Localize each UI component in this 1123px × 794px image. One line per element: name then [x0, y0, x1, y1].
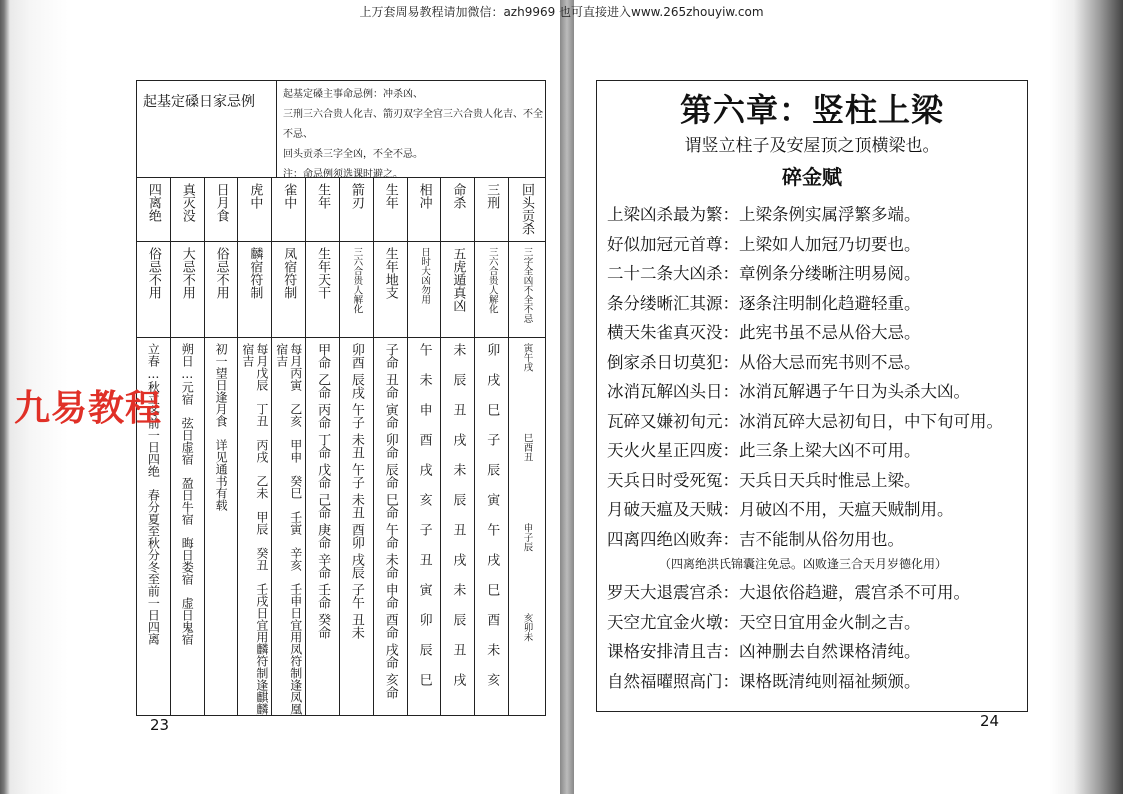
table-cell: 未丑 [348, 433, 364, 459]
table-cell: 亥卯未 [521, 613, 533, 642]
table-cell: 巳命 [382, 493, 398, 519]
table-cell: 辰 [416, 643, 432, 656]
table-column [442, 177, 476, 715]
chapter-subtitle: 谓竖立柱子及安屋顶之顶横梁也。 [684, 136, 940, 156]
table-cell: 戌命 [382, 643, 398, 669]
column-body: 每月戊辰 丁丑 丙戌 乙未 甲辰 癸丑 壬戌日宜用麟符制逢麒麟宿吉 [240, 343, 269, 715]
note-line: 起基定磉主事命忌例：冲杀凶、 [283, 89, 423, 100]
verse-line: 倒家杀日切莫犯：从俗大忌而宪书则不忌。 [607, 352, 921, 372]
column-header: 四离绝 [145, 183, 161, 222]
table-cell: 寅命 [382, 403, 398, 429]
table-cell: 丑 [450, 643, 466, 656]
table-cell: 乙命 [315, 373, 331, 399]
table-title: 起基定磉日家忌例 [137, 81, 277, 177]
table-cell: 酉 [484, 613, 500, 626]
table-cell: 卯 [416, 613, 432, 626]
watermark-logo: 九易教程 [14, 388, 163, 429]
table-cell: 丑未 [348, 613, 364, 639]
verse-line: 冰消瓦解凶头日：冰消瓦解遇子午日为头杀大凶。 [607, 382, 970, 401]
verse-line: 罗天大退震宫杀：大退依俗趋避，震宫杀不可用。 [607, 583, 970, 602]
table-column [171, 177, 205, 715]
column-subheader: 三六合贵人解化 [351, 247, 363, 314]
table-column [205, 177, 239, 715]
table-column [509, 177, 544, 715]
table-cell: 辰戌 [348, 373, 364, 399]
column-header: 雀中 [281, 183, 297, 209]
table-cell: 亥 [484, 673, 500, 686]
verse-line: 课格安排清且吉：凶神删去自然课格清纯。 [607, 642, 921, 661]
table-cell: 未 [416, 373, 432, 386]
table-cell: 丑 [450, 403, 466, 416]
table-cell: 戌 [450, 433, 466, 446]
column-body: 初一望日逢月食 详见通书有载 [214, 343, 229, 511]
top-banner: 上万套周易教程请加微信：azh9969 也可直接进入www.265zhouyiw.com [359, 5, 764, 19]
table-cell: 丑命 [382, 373, 398, 399]
table-cell: 辛命 [315, 553, 331, 579]
column-subheader: 五虎遁真凶 [450, 247, 466, 312]
table-cell: 亥命 [382, 673, 398, 699]
table-cell: 酉 [416, 433, 432, 446]
table-cell: 丙命 [315, 403, 331, 429]
table-cell: 戊命 [315, 463, 331, 489]
chapter-title: 第六章：竖柱上梁 [679, 91, 944, 129]
table-cell: 巳酉丑 [521, 433, 533, 462]
table-cell: 午子 [348, 463, 364, 489]
verse-line: 横天朱雀真灭没：此宪书虽不忌从俗大忌。 [607, 323, 921, 342]
column-header: 命杀 [450, 183, 466, 209]
table-cell: 丁命 [315, 433, 331, 459]
table-column [408, 177, 442, 715]
column-subheader: 凤宿符制 [281, 247, 297, 299]
verse-line: 天兵日时受死冤：天兵日天兵时惟忌上梁。 [607, 470, 921, 490]
page-number-right: 24 [980, 712, 1000, 730]
verse-line: 条分缕晰汇其源：逐条注明制化趋避轻重。 [607, 293, 921, 313]
table-cell: 辰 [484, 463, 500, 476]
table-column [475, 177, 509, 715]
table-cell: 戌 [450, 673, 466, 686]
table-cell: 卯酉 [348, 343, 364, 369]
table-column [239, 177, 273, 715]
table-cell: 丑 [450, 523, 466, 536]
table-cell: 戌 [484, 373, 500, 386]
table-cell: 戌 [450, 553, 466, 566]
note-line: 回头贡杀三字全凶，不全不忌。 [283, 149, 423, 160]
table-cell: 寅午戌 [521, 343, 533, 372]
table-cell: 子 [416, 523, 432, 536]
verse-line: 四离四绝凶败奔：吉不能制从俗勿用也。 [607, 529, 904, 549]
column-subheader: 大忌不用 [179, 247, 195, 299]
column-subheader: 生年地支 [382, 247, 398, 299]
table-cell: 午 [416, 343, 432, 356]
table-cell: 巳 [484, 583, 500, 596]
column-subheader: 俗忌不用 [145, 247, 161, 299]
table-cell: 卯 [484, 343, 500, 356]
table-cell: 辰 [450, 493, 466, 506]
table-cell: 戌 [484, 553, 500, 566]
table-column [374, 177, 408, 715]
table-cell: 巳 [416, 673, 432, 686]
column-header: 生年 [315, 183, 331, 209]
table-column [272, 177, 306, 715]
table-cell: 亥 [416, 493, 432, 506]
column-header: 生年 [382, 183, 398, 209]
table-cell: 寅 [484, 493, 500, 506]
book-spine [560, 0, 574, 794]
note-line: 三刑三六合贵人化吉、箭刃双字全宫三六合贵人化吉、不全不忌、 [283, 109, 543, 140]
column-header: 真灭没 [179, 183, 195, 222]
table-cell: 辰命 [382, 463, 398, 489]
table-cell: 辰 [450, 613, 466, 626]
verse-line: 天空尤宜金火墩：天空日宜用金火制之吉。 [607, 612, 921, 632]
column-header: 箭刃 [348, 183, 364, 209]
table-cell: 己命 [315, 493, 331, 519]
column-body: 立春…秋立冬前一日四绝 春分夏至秋分冬至前一日四离 [146, 343, 161, 645]
column-body: 每月丙寅 乙亥 甲申 癸巳 壬寅 辛亥 壬申日宜用凤符制逢凤凰宿吉 [274, 343, 303, 715]
table-cell: 申命 [382, 583, 398, 609]
note-line: 注：命忌例须选课时避之。 [283, 169, 403, 180]
table-cell: 午命 [382, 523, 398, 549]
table-cell: 申子辰 [521, 523, 533, 552]
table-column [306, 177, 340, 715]
table-notes [277, 81, 545, 180]
table-cell: 子 [484, 433, 500, 446]
table-cell: 卯命 [382, 433, 398, 459]
table-cell: 未命 [382, 553, 398, 579]
page-number-left: 23 [150, 716, 170, 734]
table-cell: 辰 [450, 373, 466, 386]
column-header: 回头贡杀 [518, 183, 534, 235]
column-subheader: 日时大凶勿用 [419, 247, 431, 304]
table-cell: 酉命 [382, 613, 398, 639]
table-cell: 巳 [484, 403, 500, 416]
verse-line: 瓦碎又嫌初旬元：冰消瓦碎大忌初旬日，中下旬可用。 [607, 411, 1003, 431]
table-cell: 子命 [382, 343, 398, 369]
column-subheader: 生年天干 [315, 247, 331, 299]
column-subheader: 麟宿符制 [247, 247, 263, 299]
table-cell: 丑 [416, 553, 432, 566]
table-cell: 未丑 [348, 493, 364, 519]
column-header: 三刑 [484, 183, 500, 209]
table-column [137, 177, 171, 715]
verse-line: 上梁凶杀最为繁：上梁条例实属浮繁多端。 [607, 205, 921, 224]
table-cell: 甲命 [315, 343, 331, 369]
column-header: 相冲 [416, 183, 432, 209]
table-column [340, 177, 374, 715]
table-cell: 午 [484, 523, 500, 536]
table-cell: 庚命 [315, 523, 331, 549]
column-subheader: 三六合贵人解化 [486, 247, 498, 314]
table-cell: 未 [450, 583, 466, 596]
taboo-table [136, 80, 546, 716]
column-header: 虎中 [247, 183, 263, 209]
column-body: 朔日…元宿 弦日虚宿 盈日牛宿 晦日娄宿 虚日鬼宿 [180, 343, 195, 645]
table-cell: 申 [416, 403, 432, 416]
verse-line: 二十二条大凶杀：章例条分缕晰注明易阅。 [607, 264, 921, 283]
table-cell: 未 [450, 343, 466, 356]
table-cell: 酉卯 [348, 523, 364, 549]
verse-line: 自然福曜照高门：课格既清纯则福祉频颁。 [607, 671, 921, 691]
verse-line: 好似加冠元首尊：上梁如人加冠乃切要也。 [607, 234, 921, 254]
verse-note: （四离绝洪氏锦囊注免忌。凶败逢三合天月岁德化用） [659, 557, 948, 571]
table-cell: 壬命 [315, 583, 331, 609]
table-cell: 戌 [416, 463, 432, 476]
table-cell: 戌辰 [348, 553, 364, 579]
chapter-box [596, 80, 1028, 712]
table-cell: 子午 [348, 583, 364, 609]
verse-line: 月破天瘟及天贼：月破凶不用，天瘟天贼制用。 [607, 500, 954, 519]
section-heading: 碎金赋 [782, 165, 842, 189]
column-header: 日月食 [213, 183, 229, 222]
column-subheader: 俗忌不用 [213, 247, 229, 299]
book-edge-right [1050, 0, 1123, 794]
table-cell: 未 [450, 463, 466, 476]
table-cell: 未 [484, 643, 500, 656]
table-cell: 午子 [348, 403, 364, 429]
verse-line: 天火火星正四废：此三条上梁大凶不可用。 [607, 441, 921, 460]
column-subheader: 三字全凶不全不忌 [521, 247, 533, 323]
table-cell: 癸命 [315, 613, 331, 639]
table-cell: 寅 [416, 583, 432, 596]
